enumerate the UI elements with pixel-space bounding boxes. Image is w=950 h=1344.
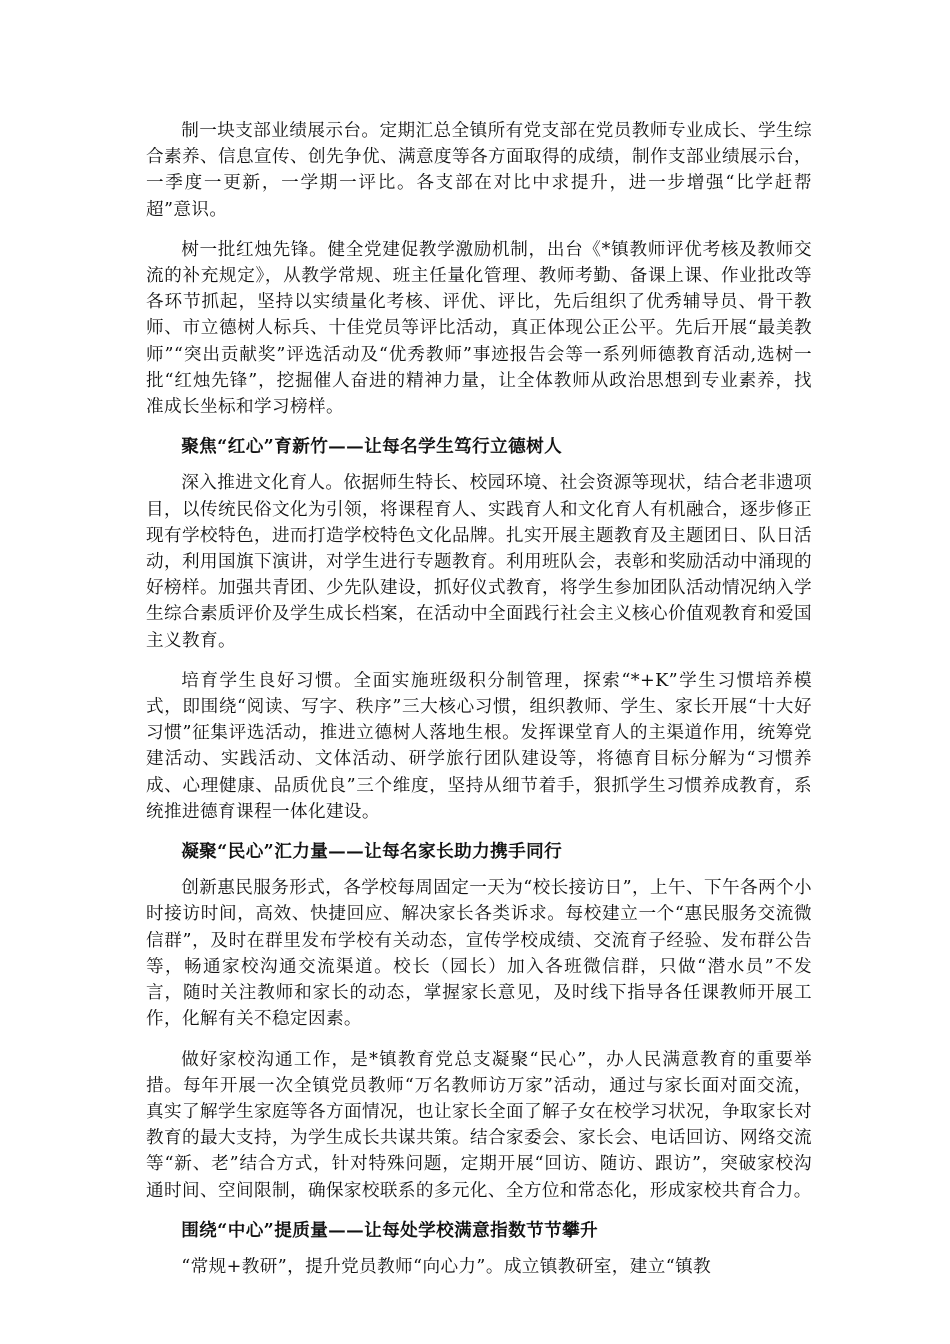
section-heading-parents: 凝聚“民心”汇力量——让每名家长助力携手同行 bbox=[181, 841, 563, 863]
section-heading-students: 聚焦“红心”育新竹——让每名学生笃行立德树人 bbox=[181, 436, 563, 458]
paragraph-home-school-communication: 做好家校沟通工作，是*镇教育党总支凝聚“民心”，办人民满意教育的重要举措。每年开展一次全镇党员教师“万名教师访万家”活动，通过与家长面对面交流，真实了解学生家庭等各方面情况，也让家长全面了解子女在校学习状况，争取家长对教育的最大支持，为学生成长共谋共策。结合家委会、家长会、电话回访、网络交流等“新、老”结合方式，针对特殊问题，定期开展“回访、随访、跟访”，突破家校沟通时间、空间限制，确保家校联系的多元化、全方位和常态化，形成家校共育合力。 bbox=[146, 1049, 812, 1201]
section-heading-quality: 围绕“中心”提质量——让每处学校满意指数节节攀升 bbox=[181, 1219, 599, 1241]
paragraph-service-innovation: 创新惠民服务形式，各学校每周固定一天为“校长接访日”，上午、下午各两个小时接访时间，高效、快捷回应、解决家长各类诉求。每校建立一个“惠民服务交流微信群”，及时在群里发布学校有关动态，宣传学校成绩、交流育子经验、发布群公告等，畅通家校沟通交流渠道。校长（园长）加入各班微信群，只做“潜水员”不发言，随时关注教师和家长的动态，掌握家长意见，及时线下指导各任课教师开展工作，化解有关不稳定因素。 bbox=[146, 878, 812, 1030]
paragraph-red-candle-pioneers: 树一批红烛先锋。健全党建促教学激励机制，出台《*镇教师评优考核及教师交流的补充规定》，从教学常规、班主任量化管理、教师考勤、备课上课、作业批改等各环节抓起，坚持以实绩量化考核、评优、评比，先后组织了优秀辅导员、骨干教师、市立德树人标兵、十佳党员等评比活动，真正体现公正公平。先后开展“最美教师”“突出贡献奖”评选活动及“优秀教师”事迹报告会等一系列师德教育活动,选树一批“红烛先锋”，挖掘催人奋进的精神力量，让全体教师从政治思想到专业素养，找准成长坐标和学习榜样。 bbox=[146, 239, 812, 418]
paragraph-student-habits: 培育学生良好习惯。全面实施班级积分制管理，探索“*+K”学生习惯培养模式，即围绕“阅读、写字、秩序”三大核心习惯，组织教师、学生、家长开展“十大好习惯”征集评选活动，推进立德树人落地生根。发挥课堂育人的主渠道作用，统筹党建活动、实践活动、文体活动、研学旅行团队建设等，将德育目标分解为“习惯养成、心理健康、品质优良”三个维度，坚持从细节着手，狠抓学生习惯养成教育，系统推进德育课程一体化建设。 bbox=[146, 670, 812, 822]
paragraph-branch-showcase: 制一块支部业绩展示台。定期汇总全镇所有党支部在党员教师专业成长、学生综合素养、信息宣传、创先争优、满意度等各方面取得的成绩，制作支部业绩展示台，一季度一更新，一学期一评比。各支部在对比中求提升，进一步增强“比学赶帮超”意识。 bbox=[146, 121, 812, 220]
paragraph-routine-research: “常规+教研”，提升党员教师“向心力”。成立镇教研室，建立“镇教 bbox=[181, 1256, 712, 1277]
document-page bbox=[146, 118, 812, 1294]
paragraph-cultural-education: 深入推进文化育人。依据师生特长、校园环境、社会资源等现状，结合老非遗项目，以传统民俗文化为引领，将课程育人、实践育人和文化育人有机融合，逐步修正现有学校特色，进而打造学校特色文化品牌。扎实开展主题教育及主题团日、队日活动，利用国旗下演讲，对学生进行专题教育。利用班队会，表彰和奖励活动中涌现的好榜样。加强共青团、少先队建设，抓好仪式教育，将学生参加团队活动情况纳入学生综合素质评价及学生成长档案，在活动中全面践行社会主义核心价值观教育和爱国主义教育。 bbox=[146, 473, 812, 651]
